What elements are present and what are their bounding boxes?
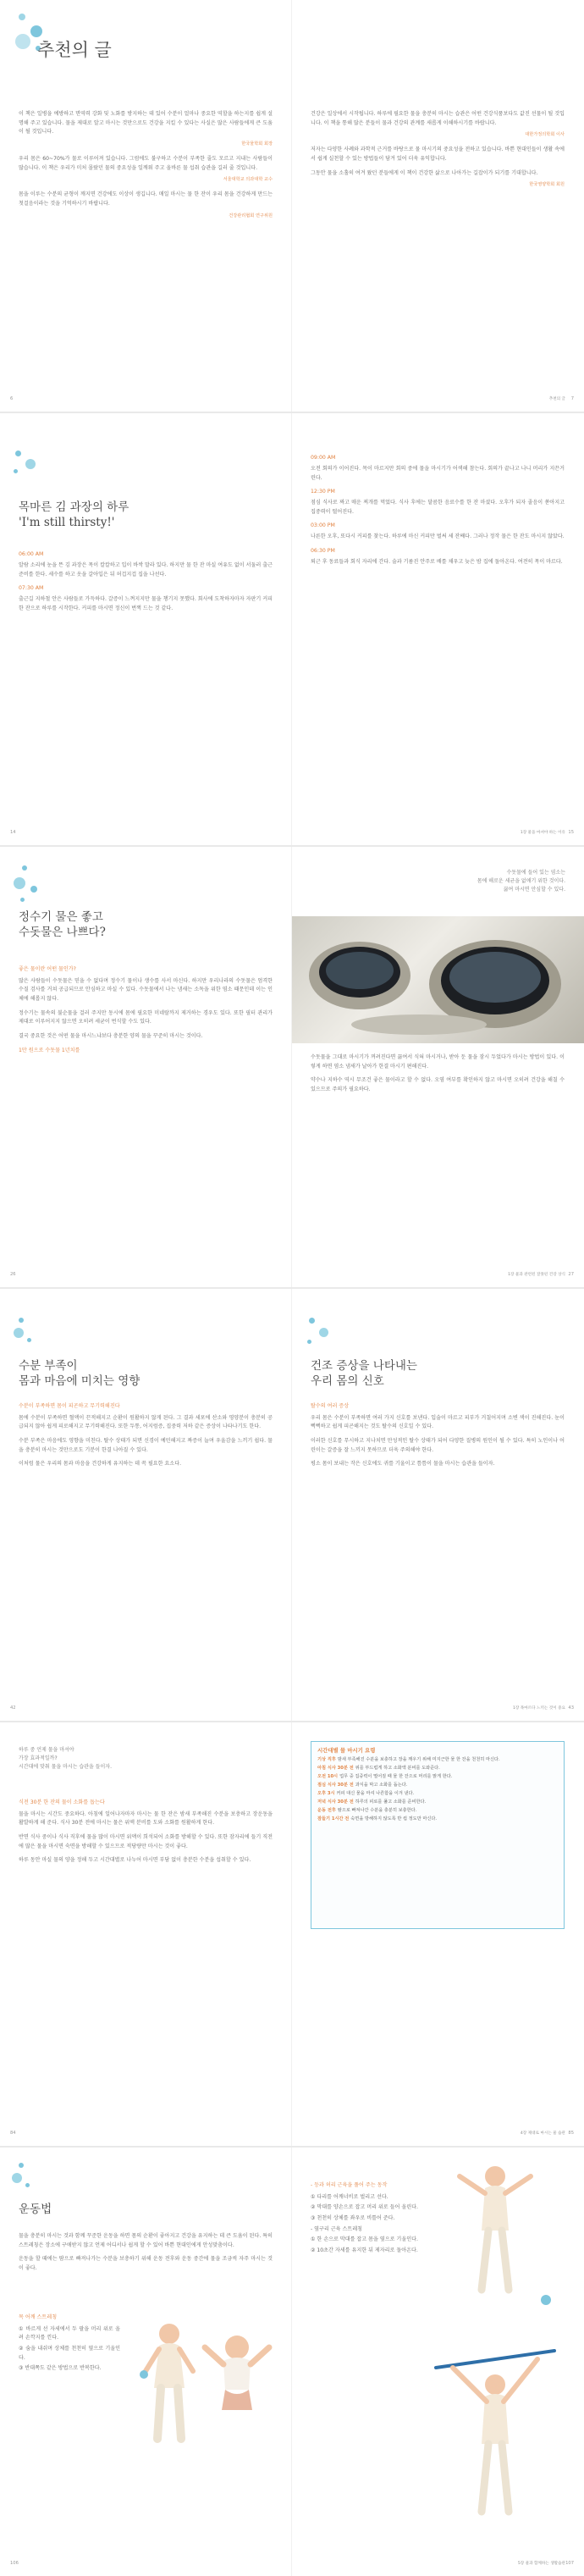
step: ② 막대를 양손으로 잡고 머리 위로 들어 올린다.	[311, 2204, 418, 2211]
running-header: 1장 물을 마셔야 하는 이유	[520, 831, 565, 835]
timeline-left	[19, 547, 273, 618]
time-label: 06:00 AM	[19, 551, 44, 557]
time-label: 12:30 PM	[311, 489, 335, 495]
page-number: 7	[570, 396, 574, 401]
paragraph: 퇴근 후 동료들과 회식 자리에 간다. 술과 기름진 안주로 배를 채우고 늦은 밤 집에 돌아온다. 여전히 목이 마르다.	[311, 558, 563, 565]
section-heading: 좋은 물이란 어떤 물인가?	[19, 966, 76, 972]
paragraph: 하루 동안 마실 물의 양을 정해 두고 시간대별로 나누어 마시면 부담 없이 충분한 수분을 섭취할 수 있다.	[19, 1857, 251, 1864]
signature: 건강관리협회 연구위원	[229, 213, 273, 218]
page-left	[0, 1289, 292, 1721]
signature: 한국영양학회 회원	[529, 182, 565, 188]
page-right	[292, 847, 584, 1287]
paragraph: 물을 마시는 시간도 중요하다. 아침에 일어나자마자 마시는 물 한 잔은 밤새 부족해진 수분을 보충하고 장운동을 활발하게 해 준다. 식사 30분 전에 마시는 물은 위액 분비를 도와 소화를 원활하게 한다.	[19, 1810, 273, 1827]
step: ③ 천천히 상체를 좌우로 비틀어 준다.	[311, 2214, 395, 2221]
recommendation-body-right	[311, 110, 565, 196]
stretching-woman-illustration	[135, 2308, 279, 2469]
page-left	[0, 1722, 292, 2146]
page-number: 84	[10, 2131, 16, 2136]
paragraph: 그동안 물을 소홀히 여겨 왔던 분들에게 이 책이 건강한 삶으로 나아가는 길잡이가 되기를 기대합니다.	[311, 169, 538, 176]
page-number: 42	[10, 1705, 16, 1711]
exercise-steps-right	[311, 2181, 421, 2258]
water-drop-decoration-icon	[10, 447, 61, 498]
paragraph: 저자는 다양한 사례와 과학적 근거를 바탕으로 물 마시기의 중요성을 전하고 있습니다. 바쁜 현대인들이 생활 속에서 쉽게 실천할 수 있는 방법들이 담겨 있어 더욱 유익합니다.	[311, 146, 565, 163]
schedule-row: 저녁 식사 30분 전 하루의 피로를 풀고 소화를 준비한다.	[317, 1799, 427, 1805]
paragraph: 몸에 수분이 부족하면 혈액이 끈적해지고 순환이 원활하지 않게 된다. 그 결과 세포에 산소와 영양분이 충분히 공급되지 않아 쉽게 피로해지고 무기력해진다. 또한 두통, 어지럼증, 집중력 저하 같은 증상이 나타나기도 한다.	[19, 1414, 273, 1430]
paragraph: 알람 소리에 눈을 뜬 김 과장은 목이 칼칼하고 입이 바싹 말라 있다. 하지만 물 한 잔 마실 여유도 없이 서둘러 출근 준비를 한다. 세수를 하고 옷을 갈아입은 뒤 허겁지겁 집을 나선다.	[19, 561, 273, 578]
schedule-row: 오전 10시 업무 중 집중력이 떨어질 때 물 한 잔으로 머리를 맑게 한다.	[317, 1774, 453, 1780]
section-note: 1만 원으로 수돗물 1년치를	[19, 1047, 80, 1053]
spread-drinking-schedule	[0, 1722, 584, 2146]
paragraph: 우리 몸은 60~70%가 물로 이루어져 있습니다. 그럼에도 불구하고 수분이 부족한 줄도 모르고 지내는 사람들이 많습니다. 이 책은 우리가 미처 몰랐던 물의 중요성을 일깨워 주고 올바른 물 섭취 습관을 길러 줄 것입니다.	[19, 156, 273, 171]
pull-quote: 수돗물에 들어 있는 염소는 몸에 해로운 세균을 없애기 위한 것이다. 끓여 마시면 안심할 수 있다.	[477, 870, 565, 893]
running-header: 5장 물과 함께하는 생활습관	[517, 2562, 565, 2566]
page-right	[292, 2148, 584, 2576]
page-number: 27	[568, 1272, 574, 1277]
spread-exercise	[0, 2148, 584, 2576]
schedule-box	[311, 1741, 565, 1929]
stretching-figure-illustration	[419, 2156, 571, 2317]
page-number: 85	[568, 2131, 574, 2136]
dehydration-body-left	[19, 1402, 273, 1474]
spread-thirsty-day	[0, 413, 584, 845]
page-title: 목마른 김 과장의 하루 'I'm still thirsty!'	[19, 500, 129, 530]
page-title: 운동법	[19, 2203, 52, 2216]
dehydration-body-right	[311, 1402, 565, 1474]
signature: 서울대학교 의과대학 교수	[223, 177, 273, 183]
page-title: 건조 증상을 나타내는 우리 몸의 신호	[311, 1359, 417, 1389]
step: ② 숨을 내쉬며 상체를 천천히 옆으로 기울인다.	[19, 2345, 120, 2361]
paragraph: 오전 회의가 이어진다. 목이 마르지만 회의 중에 물을 마시기가 어색해 참는다. 회의가 끝나고 나니 머리가 지끈거린다.	[311, 465, 565, 481]
page-number: 107	[565, 2561, 574, 2566]
section-heading: - 등과 허리 근육을 풀어 주는 동작	[311, 2182, 388, 2188]
page-left	[0, 847, 292, 1287]
section-heading: 목 어깨 스트레칭	[19, 2314, 58, 2320]
page-number: 43	[568, 1705, 574, 1711]
section-heading: 수분이 부족하면 몸이 피곤하고 무기력해진다	[19, 1403, 120, 1409]
step: - 옆구리 근육 스트레칭	[311, 2225, 362, 2232]
tap-water-body-left	[19, 965, 273, 1055]
page-title: 수분 부족이 몸과 마음에 미치는 영향	[19, 1359, 140, 1389]
schedule-row: 오후 3시 커피 대신 물을 마셔 나른함을 이겨 낸다.	[317, 1791, 415, 1797]
time-label: 03:00 PM	[311, 522, 335, 529]
pull-quote: 하루 중 언제 물을 마셔야 가장 효과적일까? 시간대에 맞춰 물을 마시는 습관을 들이자.	[19, 1747, 112, 1771]
paragraph: 나른한 오후, 또다시 커피를 찾는다. 하루에 마신 커피만 벌써 세 잔째다. 그러나 정작 물은 한 잔도 마시지 않았다.	[311, 533, 565, 540]
paragraph: 몸을 이루는 수분의 균형이 깨지면 건강에도 이상이 생깁니다. 매일 마시는 물 한 잔이 우리 몸을 건강하게 만드는 첫걸음이라는 것을 기억하시기 바랍니다.	[19, 191, 273, 207]
paragraph: 점심 식사로 짜고 매운 찌개를 먹었다. 식사 후에는 달콤한 음료수를 한 잔 마셨다. 오후가 되자 졸음이 쏟아지고 집중력이 떨어진다.	[311, 500, 565, 515]
timeline-right	[311, 451, 565, 572]
stick-stretch-illustration	[419, 2334, 571, 2529]
recommendation-body-left	[19, 110, 273, 227]
running-header: 4장 제대로 마시는 물 습관	[520, 2131, 565, 2136]
page-right	[292, 413, 584, 845]
page-right	[292, 1722, 584, 2146]
time-label: 06:30 PM	[311, 547, 335, 554]
page-number: 14	[10, 830, 16, 835]
tap-water-body-right	[311, 1053, 565, 1100]
paragraph: 수돗물을 그대로 마시기가 꺼려진다면 끓여서 식혀 마시거나, 받아 둔 물을 잠시 두었다가 마시는 방법이 있다. 이렇게 하면 염소 냄새가 날아가 한결 마시기 편해진다.	[311, 1054, 565, 1070]
page-left	[0, 0, 292, 412]
section-heading: 탈수의 여러 증상	[311, 1403, 350, 1409]
step: ① 한 손으로 막대를 잡고 몸을 옆으로 기울인다.	[311, 2236, 418, 2243]
paragraph: 이처럼 물은 우리의 몸과 마음을 건강하게 유지하는 데 꼭 필요한 요소다.	[19, 1461, 182, 1468]
water-drop-decoration-icon	[302, 1314, 353, 1365]
signature: 한국물학회 회장	[241, 141, 273, 146]
page-right	[292, 0, 584, 412]
page-number: 106	[10, 2561, 19, 2566]
signature: 대한가정의학회 이사	[525, 132, 565, 138]
exercise-steps-left	[19, 2313, 120, 2375]
paragraph: 출근길 지하철 안은 사람들로 가득하다. 갈증이 느껴지지만 물을 챙기지 못했다. 회사에 도착하자마자 자판기 커피 한 잔으로 하루를 시작한다. 커피를 마시면 정신이 번쩍 드는 것 같다.	[19, 596, 273, 611]
time-label: 09:00 AM	[311, 455, 336, 461]
paragraph: 우리 몸은 수분이 부족하면 여러 가지 신호를 보낸다. 입술이 마르고 피부가 거칠어지며 소변 색이 진해진다. 눈이 뻑뻑하고 쉽게 피곤해지는 것도 탈수의 신호일 수 있다.	[311, 1414, 565, 1430]
page-title: 정수기 물은 좋고 수돗물은 나쁘다?	[19, 910, 106, 940]
schedule-row: 운동 전후 땀으로 빠져나간 수분을 충분히 보충한다.	[317, 1808, 417, 1814]
page-title: 추천의 글	[37, 40, 112, 60]
page-number: 6	[10, 396, 14, 401]
paragraph: 많은 사람들이 수돗물은 믿을 수 없다며 정수기 물이나 생수를 사서 마신다. 하지만 우리나라의 수돗물은 엄격한 수질 검사를 거쳐 공급되므로 안심하고 마실 수 있다. 수돗물에서 나는 냄새는 소독을 위한 염소 때문인데 이는 인체에 해롭지 않다.	[19, 977, 273, 1002]
paragraph: 건강은 일상에서 시작됩니다. 하루에 필요한 물을 충분히 마시는 습관은 어떤 건강식품보다도 값진 선물이 될 것입니다. 이 책을 통해 많은 분들이 물과 건강의 관계를 새롭게 이해하시기를 바랍니다.	[311, 111, 565, 126]
paragraph: 결국 중요한 것은 어떤 물을 마시느냐보다 충분한 양의 물을 꾸준히 마시는 것이다.	[19, 1032, 203, 1039]
step: ② 10초간 자세를 유지한 뒤 제자리로 돌아온다.	[311, 2247, 418, 2253]
paragraph: 이러한 신호를 무시하고 지나치면 만성적인 탈수 상태가 되어 다양한 질병의 원인이 될 수 있다. 특히 노인이나 어린이는 갈증을 잘 느끼지 못하므로 더욱 주의해야 한다.	[311, 1437, 565, 1453]
step: ① 다리를 어깨너비로 벌리고 선다.	[311, 2193, 388, 2200]
schedule-body-left	[19, 1799, 273, 1871]
page-number: 15	[568, 830, 574, 835]
paragraph: 약수나 지하수 역시 무조건 좋은 물이라고 할 수 없다. 오염 여부를 확인하지 않고 마시면 오히려 건강을 해칠 수 있으므로 주의가 필요하다.	[311, 1077, 565, 1092]
running-header: 1장 물과 관련된 잘못된 건강 상식	[508, 1273, 565, 1277]
exercise-body-left	[19, 2232, 273, 2279]
water-drop-decoration-icon	[10, 1314, 61, 1365]
page-left	[0, 413, 292, 845]
page-right	[292, 1289, 584, 1721]
step: ③ 반대쪽도 같은 방법으로 반복한다.	[19, 2365, 102, 2372]
schedule-row: 잠들기 1시간 전 숙면을 방해하지 않도록 반 컵 정도만 마신다.	[317, 1816, 438, 1822]
page-number: 26	[10, 1272, 16, 1277]
spread-dehydration	[0, 1289, 584, 1721]
photo-illustration	[292, 916, 584, 1043]
schedule-title: 시간대별 물 마시기 요령	[317, 1747, 376, 1754]
paragraph: 반면 식사 중이나 식사 직후에 물을 많이 마시면 위액이 희석되어 소화를 방해할 수 있다. 또한 잠자리에 들기 직전에 많은 물을 마시면 숙면을 방해할 수 있으므로 적당량만 마시는 것이 좋다.	[19, 1833, 273, 1849]
page-left	[0, 2148, 292, 2576]
spread-recommendation	[0, 0, 584, 412]
running-header: 1장 목마르다 느끼는 것이 중요	[512, 1706, 565, 1711]
water-bowl-photo	[292, 916, 584, 1043]
paragraph: 운동을 할 때에는 땀으로 빠져나가는 수분을 보충하기 위해 운동 전후와 운동 중간에 물을 조금씩 자주 마시는 것이 좋다.	[19, 2256, 273, 2271]
step: ① 바르게 선 자세에서 두 팔을 머리 위로 올려 손깍지를 낀다.	[19, 2325, 120, 2341]
paragraph: 물을 충분히 마시는 것과 함께 꾸준한 운동을 하면 몸의 순환이 좋아지고 건강을 유지하는 데 큰 도움이 된다. 특히 스트레칭은 장소에 구애받지 않고 언제 어디서나 쉽게 할 수 있어 바쁜 현대인에게 안성맞춤이다.	[19, 2233, 273, 2248]
schedule-row: 아침 식사 30분 전 위를 부드럽게 하고 소화액 분비를 도와준다.	[317, 1766, 440, 1772]
schedule-row: 점심 식사 30분 전 과식을 막고 소화를 돕는다.	[317, 1783, 408, 1788]
time-label: 07:30 AM	[19, 585, 44, 592]
running-header: 추천의 글	[548, 397, 565, 401]
paragraph: 이 책은 일병을 예방하고 면역력 강화 및 노화를 방지하는 데 있어 수분이 얼마나 중요한 역할을 하는지를 쉽게 설명해 주고 있습니다. 물을 제대로 알고 마시는 것만으로도 건강을 지킬 수 있다는 사실은 많은 사람들에게 큰 도움이 될 것입니다.	[19, 111, 273, 135]
schedule-row: 기상 직후 밤새 부족해진 수분을 보충하고 장을 깨우기 위해 미지근한 물 한 잔을 천천히 마신다.	[317, 1757, 500, 1762]
section-heading: 식전 30분 한 잔의 물이 소화를 돕는다	[19, 1799, 105, 1805]
paragraph: 평소 몸이 보내는 작은 신호에도 귀를 기울이고 틈틈이 물을 마시는 습관을 들이자.	[311, 1461, 495, 1468]
spread-tap-water	[0, 847, 584, 1287]
paragraph: 정수기는 물속의 불순물을 걸러 주지만 동시에 몸에 필요한 미네랄까지 제거하는 경우도 있다. 또한 필터 관리가 제대로 이루어지지 않으면 오히려 세균이 번식할 수도 있다.	[19, 1009, 273, 1025]
paragraph: 수분 부족은 마음에도 영향을 미친다. 탈수 상태가 되면 신경이 예민해지고 짜증이 늘며 우울감을 느끼기 쉽다. 물을 충분히 마시는 것만으로도 기분이 한결 나아질 수 있다.	[19, 1437, 273, 1453]
